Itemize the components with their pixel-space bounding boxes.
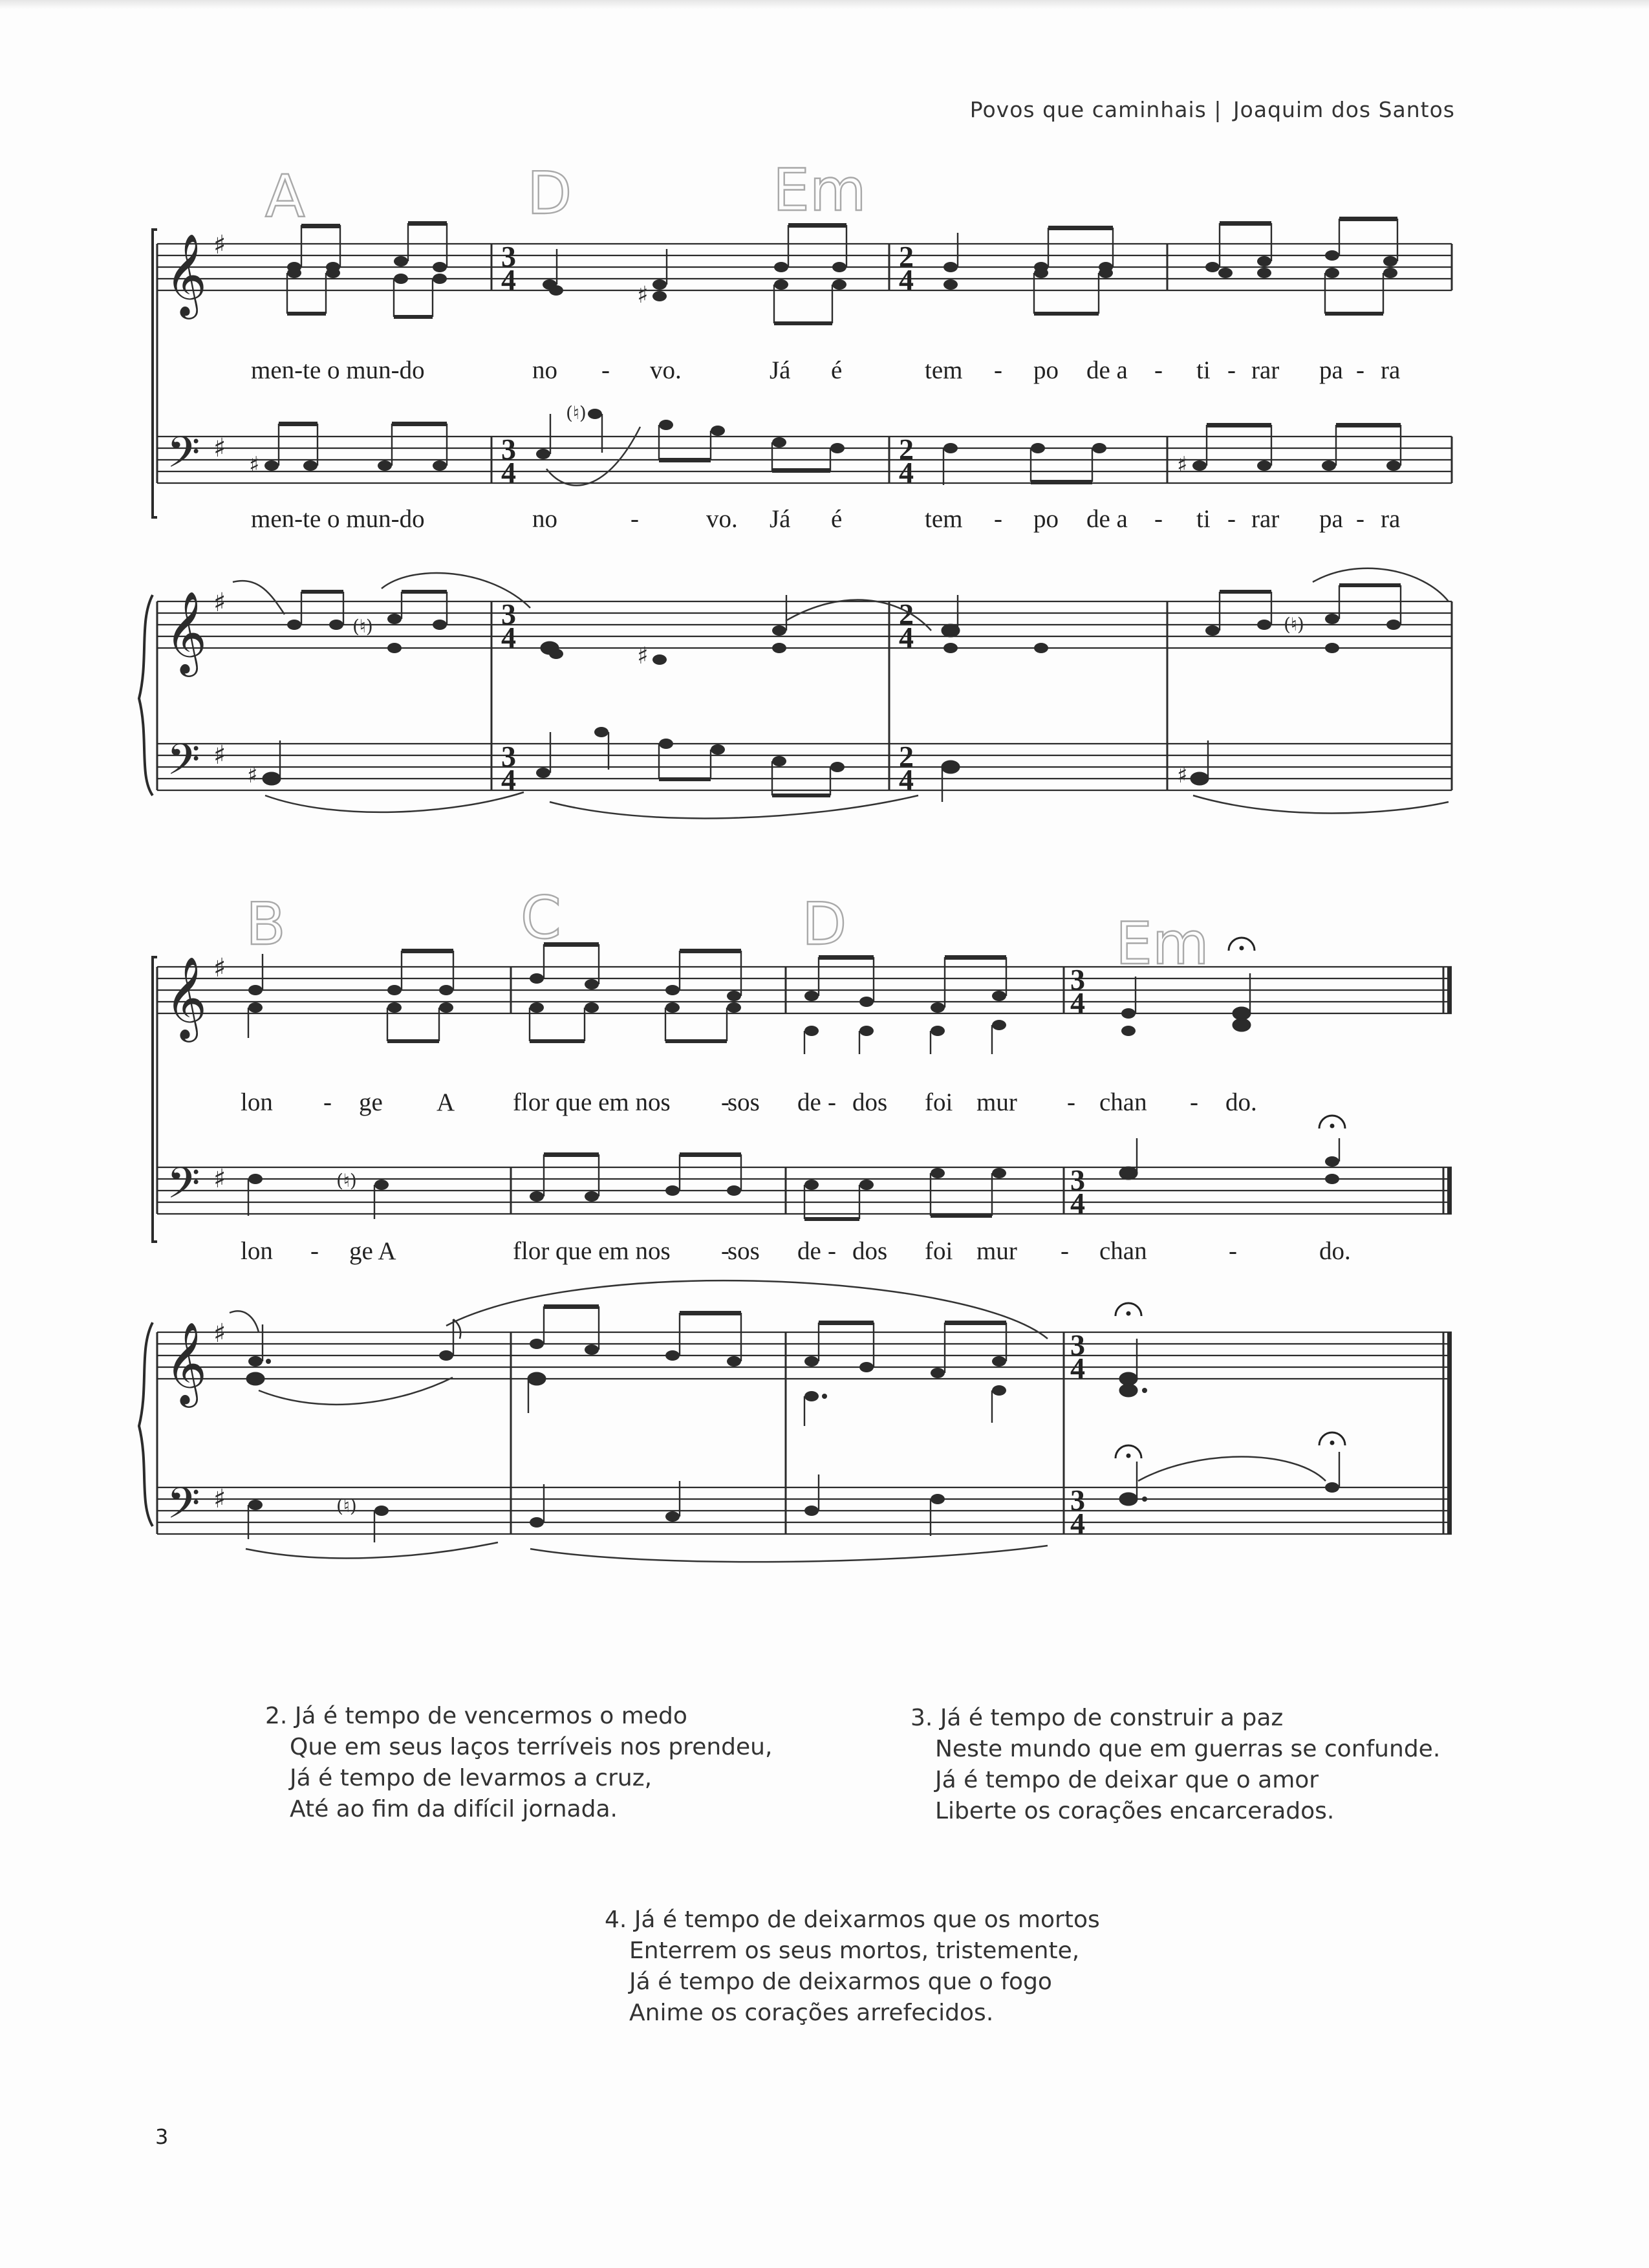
svg-text:2: 2 bbox=[899, 740, 914, 773]
notes-tenor-bass-2 bbox=[248, 1116, 1345, 1221]
staff-soprano-alto-2 bbox=[157, 967, 1452, 1013]
verse-4: 4. Já é tempo de deixarmos que os mortos Enterrem os seus mortos, tristemente, Já é tempo de deixarmos que o fogo Anime os corações arrefecidos. bbox=[605, 1906, 1100, 2026]
staff-tenor-bass-1 bbox=[157, 437, 1452, 483]
bass-clef: 𝄢 bbox=[167, 1478, 200, 1539]
svg-text:3: 3 bbox=[1070, 1328, 1085, 1361]
verse-number: 3. bbox=[911, 1705, 933, 1731]
chord-annotations bbox=[246, 157, 1209, 978]
treble-clef: 𝄞 bbox=[165, 233, 208, 316]
lyrics-line: men-te o mun-do no - vo. Já é tem - po de a - ti - rar pa - ra bbox=[251, 505, 1401, 533]
piano-brace bbox=[139, 1323, 153, 1526]
staff-piano-left-1 bbox=[157, 744, 1452, 790]
verse-3: 3. Já é tempo de construir a paz Neste mundo que em guerras se confunde. Já é tempo de deixar que o amor Liberte os corações encarcerados. bbox=[911, 1705, 1441, 1824]
bass-clef: 𝄢 bbox=[167, 427, 200, 488]
svg-text:3: 3 bbox=[1070, 1484, 1085, 1517]
svg-text:2: 2 bbox=[899, 433, 914, 466]
svg-text:4: 4 bbox=[899, 621, 914, 654]
notes-tenor-bass-1 bbox=[249, 402, 1401, 486]
verse-number: 2. bbox=[265, 1703, 288, 1729]
svg-text:4: 4 bbox=[501, 763, 516, 796]
chord-label: Em bbox=[1116, 910, 1209, 978]
bass-clef: 𝄢 bbox=[167, 1158, 200, 1218]
svg-text:♯: ♯ bbox=[637, 282, 649, 308]
notes-piano-right-1 bbox=[233, 568, 1449, 669]
song-author: Joaquim dos Santos bbox=[1233, 97, 1455, 122]
svg-text:♯: ♯ bbox=[213, 1164, 226, 1194]
svg-text:♯: ♯ bbox=[213, 953, 226, 983]
treble-clef: 𝄞 bbox=[165, 1321, 208, 1404]
svg-text:3: 3 bbox=[501, 240, 516, 273]
svg-text:♯: ♯ bbox=[213, 230, 226, 260]
notes-soprano-2 bbox=[248, 938, 1255, 1054]
header-separator: | bbox=[1214, 97, 1222, 122]
chord-label: D bbox=[527, 160, 572, 228]
piano-brace bbox=[139, 595, 153, 795]
svg-text:4: 4 bbox=[1070, 986, 1085, 1019]
notes-soprano-1 bbox=[287, 217, 1397, 325]
notes-piano-left-2 bbox=[246, 1432, 1345, 1562]
svg-text:4: 4 bbox=[1070, 1507, 1085, 1540]
svg-text:2: 2 bbox=[899, 240, 914, 273]
page-number: 3 bbox=[155, 2124, 169, 2149]
chord-label: Em bbox=[773, 157, 867, 224]
song-title: Povos que caminhais bbox=[969, 97, 1207, 122]
lyrics-line: men-te o mun-do no - vo. Já é tem - po de a - ti - rar pa - ra bbox=[251, 356, 1401, 384]
key-signature-sharps bbox=[213, 953, 226, 1514]
svg-text:(♮): (♮) bbox=[352, 616, 373, 637]
lyrics-line: lon - ge A flor que em nos - sos de - dos foi mur - chan - do. bbox=[241, 1237, 1351, 1265]
svg-text:4: 4 bbox=[1070, 1352, 1085, 1385]
staff-soprano-alto-1 bbox=[157, 244, 1452, 290]
lyrics-line: lon - ge A flor que em nos - sos de - dos foi mur - chan - do. bbox=[241, 1088, 1257, 1116]
svg-text:♯: ♯ bbox=[213, 1319, 226, 1348]
bass-clef: 𝄢 bbox=[167, 735, 200, 795]
svg-text:3: 3 bbox=[501, 740, 516, 773]
svg-text:3: 3 bbox=[501, 598, 516, 631]
svg-text:3: 3 bbox=[501, 433, 516, 466]
svg-text:♯: ♯ bbox=[213, 433, 226, 463]
svg-text:4: 4 bbox=[899, 456, 914, 489]
svg-text:♯: ♯ bbox=[213, 1484, 226, 1514]
svg-text:♯: ♯ bbox=[247, 762, 258, 788]
treble-clef: 𝄞 bbox=[165, 590, 208, 673]
svg-text:(♮): (♮) bbox=[336, 1170, 357, 1191]
svg-text:♯: ♯ bbox=[213, 588, 226, 618]
svg-text:(♮): (♮) bbox=[566, 402, 587, 424]
svg-text:4: 4 bbox=[501, 621, 516, 654]
svg-text:3: 3 bbox=[1070, 1163, 1085, 1196]
key-signature-sharps bbox=[213, 230, 226, 770]
svg-text:♯: ♯ bbox=[1177, 762, 1188, 788]
svg-text:4: 4 bbox=[899, 263, 914, 296]
chord-label: A bbox=[265, 163, 305, 231]
notes-piano-right-2 bbox=[230, 1280, 1147, 1426]
chord-label: D bbox=[802, 891, 847, 958]
svg-text:4: 4 bbox=[899, 763, 914, 796]
svg-text:♯: ♯ bbox=[213, 740, 226, 770]
staff-piano-right-2 bbox=[157, 1332, 1452, 1379]
treble-clef: 𝄞 bbox=[165, 956, 208, 1039]
verse-2: 2. Já é tempo de vencermos o medo Que em seus laços terríveis nos prendeu, Já é tempo de levarmos a cruz, Até ao fim da difícil jornada. bbox=[265, 1703, 773, 1822]
svg-text:4: 4 bbox=[1070, 1187, 1085, 1220]
notes-piano-left-1 bbox=[247, 727, 1449, 818]
svg-text:4: 4 bbox=[501, 263, 516, 296]
svg-text:♯: ♯ bbox=[1177, 452, 1188, 478]
svg-text:3: 3 bbox=[1070, 963, 1085, 996]
svg-text:(♮): (♮) bbox=[336, 1495, 357, 1517]
svg-text:(♮): (♮) bbox=[1284, 614, 1304, 635]
chord-label: B bbox=[246, 891, 286, 958]
chord-label: C bbox=[521, 884, 561, 952]
svg-text:♯: ♯ bbox=[637, 643, 649, 669]
svg-text:2: 2 bbox=[899, 598, 914, 631]
svg-text:♯: ♯ bbox=[249, 452, 260, 478]
svg-text:4: 4 bbox=[501, 456, 516, 489]
verse-number: 4. bbox=[605, 1906, 627, 1933]
